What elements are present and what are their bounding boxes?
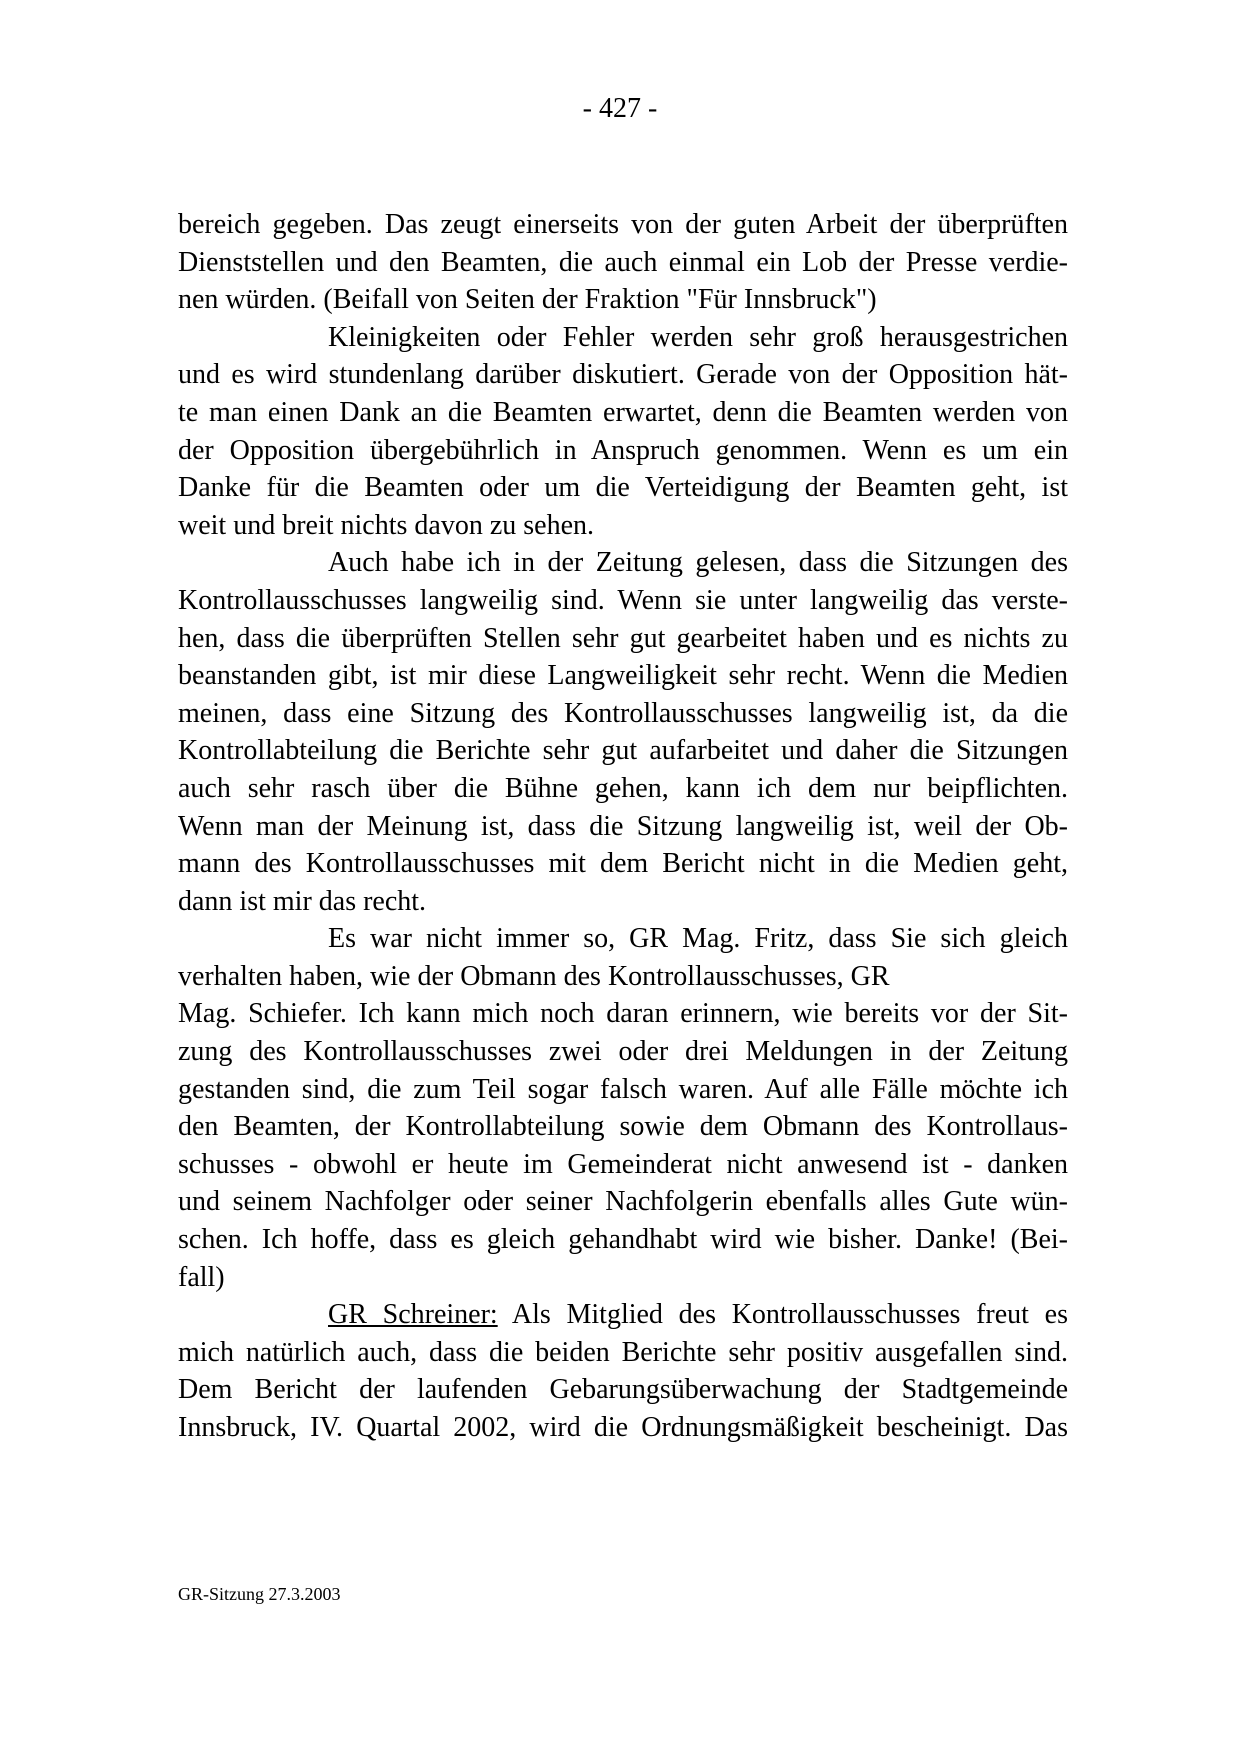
- text-line: Innsbruck, IV. Quartal 2002, wird die Ordnungsmäßigkeit bescheinigt. Das: [178, 1412, 1068, 1443]
- speaker-name: GR Schreiner:: [328, 1299, 498, 1331]
- text-line: Auch habe ich in der Zeitung gelesen, dass die Sitzungen des: [328, 547, 1068, 579]
- speaker-lines: [178, 1334, 1068, 1447]
- text-line: Kleinigkeiten oder Fehler werden sehr groß herausgestrichen: [328, 321, 1068, 353]
- text-line: fall): [178, 1261, 225, 1293]
- text-line: beanstanden gibt, ist mir diese Langweiligkeit sehr recht. Wenn die Medien: [178, 660, 1068, 692]
- text-line: nen würden. (Beifall von Seiten der Fraktion "Für Innsbruck"): [178, 284, 877, 316]
- body-text: [178, 206, 1068, 1447]
- text-line: Mag. Schiefer. Ich kann mich noch daran erinnern, wie bereits vor der Sit-: [178, 998, 1068, 1030]
- text-line: Wenn man der Meinung ist, dass die Sitzung langweilig ist, weil der Ob-: [178, 810, 1068, 842]
- text-line: schen. Ich hoffe, dass es gleich gehandhabt wird wie bisher. Danke! (Bei-: [178, 1224, 1068, 1256]
- speaker-first-line-text: Als Mitglied des Kontrollausschusses freut es: [497, 1299, 1068, 1331]
- text-line: Kontrollabteilung die Berichte sehr gut aufarbeitet und daher die Sitzungen: [178, 735, 1068, 767]
- text-line: und es wird stundenlang darüber diskutiert. Gerade von der Opposition hät-: [178, 359, 1068, 391]
- text-line: bereich gegeben. Das zeugt einerseits von der guten Arbeit der überprüften: [178, 209, 1068, 240]
- text-line: Danke für die Beamten oder um die Verteidigung der Beamten geht, ist: [178, 472, 1068, 504]
- text-line: te man einen Dank an die Beamten erwartet, denn die Beamten werden von: [178, 396, 1068, 428]
- page-number: - 427 -: [582, 93, 658, 124]
- text-line: verhalten haben, wie der Obmann des Kontrollausschusses, GR: [178, 960, 890, 992]
- text-line: mich natürlich auch, dass die beiden Berichte sehr positiv ausgefallen sind.: [178, 1336, 1068, 1368]
- text-line: dann ist mir das recht.: [178, 885, 427, 917]
- text-line: zung des Kontrollausschusses zwei oder drei Meldungen in der Zeitung: [178, 1036, 1068, 1068]
- text-line: meinen, dass eine Sitzung des Kontrollausschusses langweilig ist, da die: [178, 697, 1068, 729]
- text-line: mann des Kontrollausschusses mit dem Bericht nicht in die Medien geht,: [178, 848, 1068, 880]
- text-line: Dienststellen und den Beamten, die auch einmal ein Lob der Presse verdie-: [178, 246, 1068, 278]
- text-line: hen, dass die überprüften Stellen sehr gut gearbeitet haben und es nichts zu: [178, 622, 1068, 654]
- text-line: und seinem Nachfolger oder seiner Nachfolgerin ebenfalls alles Gute wün-: [178, 1186, 1068, 1218]
- text-line: der Opposition übergebührlich in Anspruch genommen. Wenn es um ein: [178, 434, 1068, 466]
- text-line: Dem Bericht der laufenden Gebarungsüberwachung der Stadtgemeinde: [178, 1374, 1068, 1406]
- text-line: schusses - obwohl er heute im Gemeinderat nicht anwesend ist - danken: [178, 1148, 1068, 1180]
- text-line: gestanden sind, die zum Teil sogar falsch waren. Auf alle Fälle möchte ich: [178, 1073, 1068, 1105]
- text-line: auch sehr rasch über die Bühne gehen, kann ich dem nur beipflichten.: [178, 772, 1068, 804]
- text-line: weit und breit nichts davon zu sehen.: [178, 509, 595, 541]
- footer: GR-Sitzung 27.3.2003: [178, 1584, 341, 1604]
- speaker-first-line: [178, 1296, 1068, 1334]
- text-line: den Beamten, der Kontrollabteilung sowie dem Obmann des Kontrollaus-: [178, 1111, 1068, 1143]
- transcript-lines: [178, 206, 1068, 1296]
- text-line: Es war nicht immer so, GR Mag. Fritz, dass Sie sich gleich: [328, 923, 1068, 955]
- text-line: Kontrollausschusses langweilig sind. Wenn sie unter langweilig das verste-: [178, 584, 1068, 616]
